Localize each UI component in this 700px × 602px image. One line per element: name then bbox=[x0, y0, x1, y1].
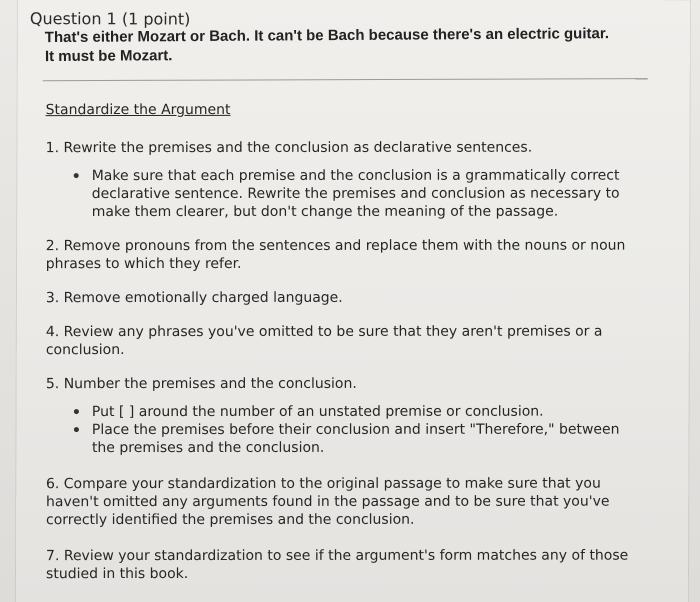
step-3: 3. Remove emotionally charged language. bbox=[45, 289, 343, 307]
step-5: 5. Number the premises and the conclusion. bbox=[45, 375, 357, 393]
step-7: 7. Review your standardization to see if the argument's form matches any of those studied in this book. bbox=[46, 547, 629, 583]
section-heading: Standardize the Argument bbox=[45, 101, 231, 119]
bullet-item bbox=[46, 167, 646, 222]
step-1-bullets bbox=[46, 167, 646, 222]
step-1: 1. Rewrite the premises and the conclusion as declarative sentences. bbox=[45, 139, 533, 157]
bullet-text: Put [ ] around the number of an unstated premise or conclusion. bbox=[91, 403, 544, 421]
instructions bbox=[46, 101, 646, 584]
question-header bbox=[30, 9, 191, 29]
bullet-icon bbox=[74, 427, 79, 432]
step-5-bullets bbox=[46, 403, 646, 458]
step-2: 2. Remove pronouns from the sentences and replace them with the nouns or noun phrases to which they refer. bbox=[45, 237, 626, 273]
bullet-icon bbox=[74, 409, 79, 414]
bullet-text: Make sure that each premise and the conclusion is a grammatically correct declarative sentence. Rewrite the premises and conclusion as necessary to make them clearer, but don't change the meaning of the passage. bbox=[91, 167, 620, 221]
bullet-item bbox=[46, 421, 646, 458]
question-title: Question 1 bbox=[29, 9, 117, 29]
bullet-item bbox=[46, 403, 646, 422]
step-4: 4. Review any phrases you've omitted to be sure that they aren't premises or a conclusion. bbox=[45, 323, 603, 359]
bullet-text: Place the premises before their conclusion and insert "Therefore," between the premises and the conclusion. bbox=[91, 421, 620, 457]
step-6: 6. Compare your standardization to the original passage to make sure that you haven't omitted any arguments found in the passage and to be sure that you've correctly identified the premises and the conclusion. bbox=[45, 475, 610, 529]
divider bbox=[43, 78, 648, 81]
question-prompt: That's either Mozart or Bach. It can't be Bach because there's an electric guitar. It must be Mozart. bbox=[44, 25, 610, 66]
question-points: (1 point) bbox=[121, 9, 191, 29]
bullet-icon bbox=[74, 173, 79, 178]
question-card bbox=[16, 0, 690, 602]
